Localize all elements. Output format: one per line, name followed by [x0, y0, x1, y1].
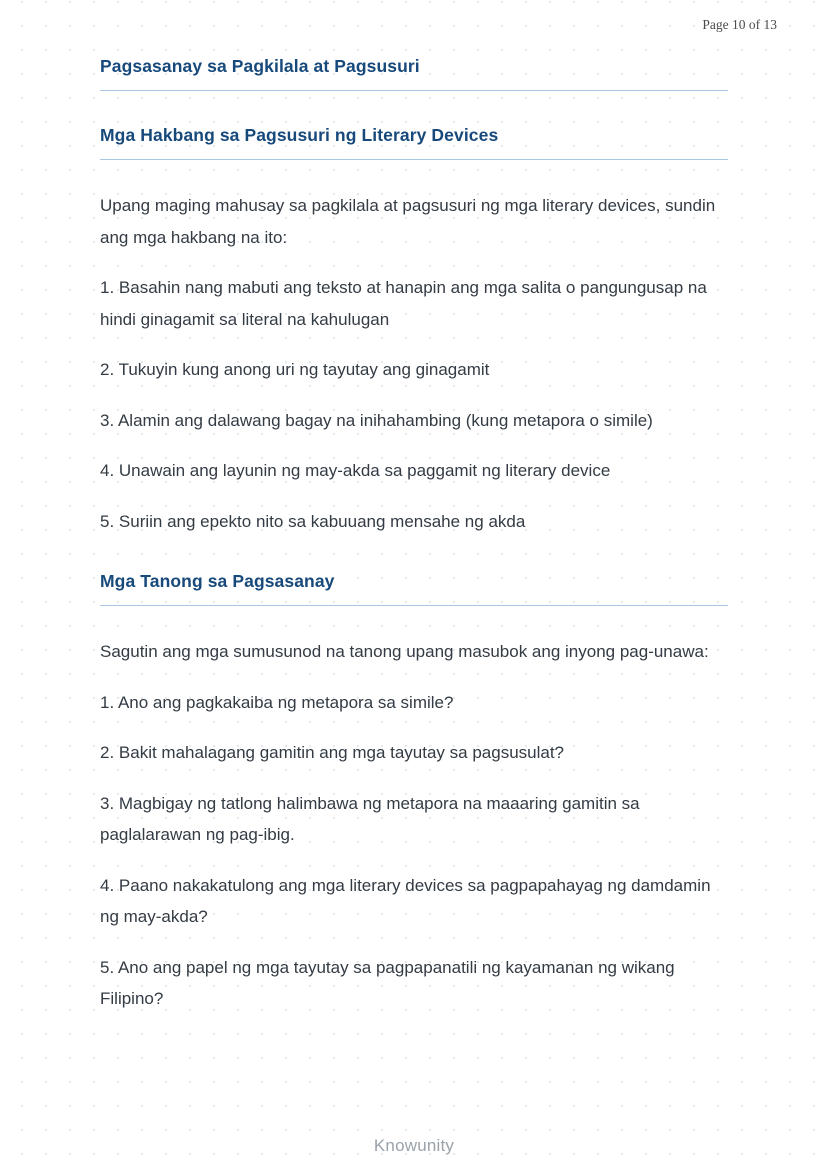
- question-5: 5. Ano ang papel ng mga tayutay sa pagpapanatili ng kayamanan ng wikang Filipino?: [100, 957, 675, 1008]
- numbered-step-4: 4. Unawain ang layunin ng may-akda sa paggamit ng literary device: [100, 461, 611, 480]
- footer-brand: Knowunity: [373, 1136, 455, 1155]
- numbered-step-5: 5. Suriin ang epekto nito sa kabuuang mensahe ng akda: [100, 511, 526, 531]
- page-indicator: Page 10 of 13: [702, 17, 777, 32]
- section-intro-paragraph: Upang maging mahusay sa pagkilala at pagsusuri ng mga literary devices, sundin ang mga hakbang na ito:: [100, 196, 716, 247]
- heading-rule: [100, 605, 728, 606]
- numbered-step-3: 3. Alamin ang dalawang bagay na inihahambing (kung metapora o simile): [100, 410, 653, 430]
- question-3: 3. Magbigay ng tatlong halimbawa ng metapora na maaaring gamitin sa paglalarawan ng pag-ibig.: [100, 793, 640, 844]
- numbered-step-2: 2. Tukuyin kung anong uri ng tayutay ang ginagamit: [100, 360, 490, 379]
- section-heading-mga-hakbang: Mga Hakbang sa Pagsusuri ng Literary Devices: [100, 125, 499, 145]
- question-2: 2. Bakit mahalagang gamitin ang mga tayutay sa pagsusulat?: [100, 743, 565, 762]
- numbered-step-1: 1. Basahin nang mabuti ang teksto at hanapin ang mga salita o pangungusap na hindi ginagamit sa literal na kahulugan: [100, 278, 707, 329]
- section-intro-paragraph: Sagutin ang mga sumusunod na tanong upang masubok ang inyong pag-unawa:: [100, 642, 709, 661]
- question-1: 1. Ano ang pagkakaiba ng metapora sa simile?: [100, 692, 454, 712]
- heading-rule: [100, 90, 728, 91]
- heading-rule: [100, 159, 728, 160]
- question-4: 4. Paano nakakatulong ang mga literary devices sa pagpapahayag ng damdamin ng may-akda?: [100, 875, 711, 926]
- section-heading-mga-tanong: Mga Tanong sa Pagsasanay: [100, 571, 335, 591]
- section-heading-pagsasanay-pagkilala: Pagsasanay sa Pagkilala at Pagsusuri: [100, 56, 420, 76]
